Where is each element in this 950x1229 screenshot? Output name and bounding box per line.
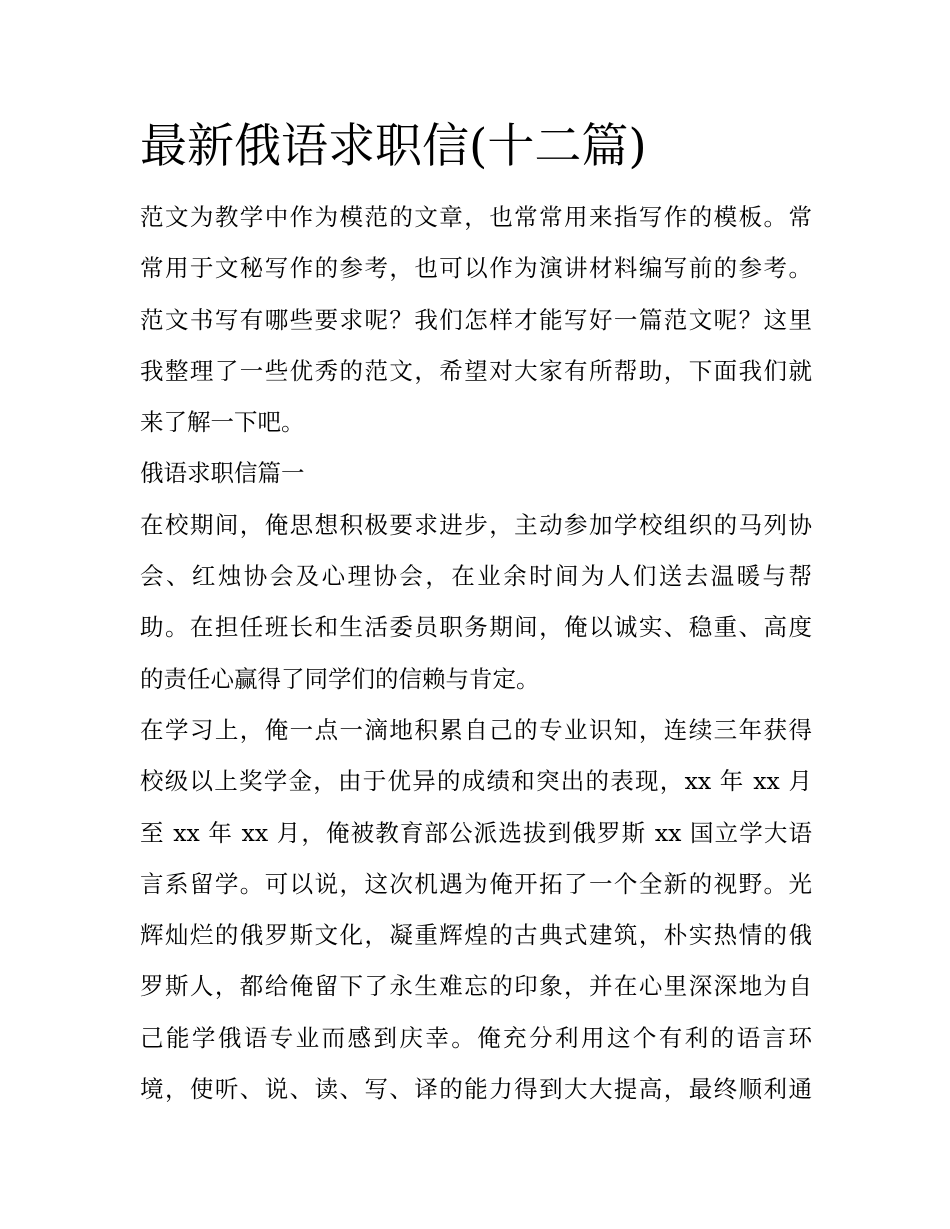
body-line: 范文为教学中作为模范的文章，也常常用来指写作的模板。常: [140, 203, 812, 231]
body-line: 境，使听、说、读、写、译的能力得到大大提高，最终顺利通: [140, 1075, 812, 1104]
body-line: 言系留学。可以说，这次机遇为俺开拓了一个全新的视野。光: [140, 869, 812, 898]
body-line: 在学习上，俺一点一滴地积累自己的专业识知，连续三年获得: [140, 715, 812, 744]
body-line: 常用于文秘写作的参考，也可以作为演讲材料编写前的参考。: [140, 254, 812, 283]
body-line: 辉灿烂的俄罗斯文化，凝重辉煌的古典式建筑，朴实热情的俄: [140, 921, 812, 950]
body-line: 我整理了一些优秀的范文，希望对大家有所帮助，下面我们就: [140, 356, 812, 385]
body-line: 校级以上奖学金，由于优异的成绩和突出的表现，xx 年 xx 月: [140, 767, 812, 796]
document-page: [140, 112, 812, 1115]
body-line: 会、红烛协会及心理协会，在业余时间为人们送去温暖与帮: [140, 562, 812, 591]
body-line: 己能学俄语专业而感到庆幸。俺充分利用这个有利的语言环: [140, 1023, 812, 1052]
body-line: 在校期间，俺思想积极要求进步，主动参加学校组织的马列协: [140, 510, 812, 539]
body-line: 的责任心赢得了同学们的信赖与肯定。: [140, 664, 540, 693]
section-heading: 俄语求职信篇一: [140, 459, 305, 488]
body-line: 助。在担任班长和生活委员职务期间，俺以诚实、稳重、高度: [140, 613, 812, 642]
body-line: 范文书写有哪些要求呢？我们怎样才能写好一篇范文呢？这里: [140, 305, 812, 334]
body-line: 来了解一下吧。: [140, 408, 305, 437]
document-title: 最新俄语求职信(十二篇): [140, 119, 647, 174]
body-line: 至 xx 年 xx 月，俺被教育部公派选拔到俄罗斯 xx 国立学大语: [140, 818, 812, 847]
body-line: 罗斯人，都给俺留下了永生难忘的印象，并在心里深深地为自: [140, 972, 812, 1001]
